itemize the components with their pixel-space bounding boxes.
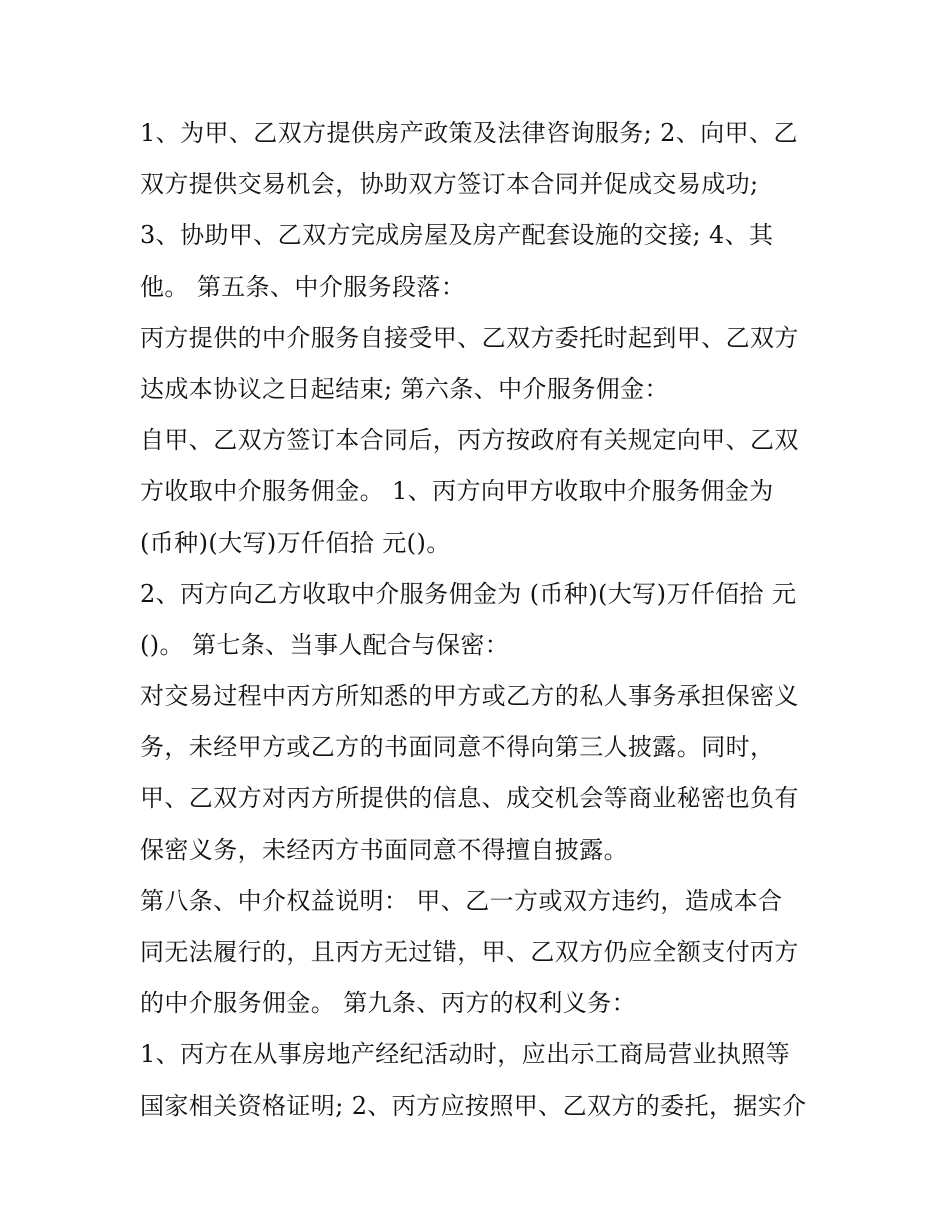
text-line: 3、协助甲、乙双方完成房屋及房产配套设施的交接; 4、其	[140, 221, 774, 250]
text-line: 自甲、乙双方签订本合同后，丙方按政府有关规定向甲、乙双	[140, 426, 799, 455]
text-line: 对交易过程中丙方所知悉的甲方或乙方的私人事务承担保密义	[140, 682, 799, 711]
text-line: 的中介服务佣金。 第九条、丙方的权利义务：	[140, 989, 637, 1018]
text-line: 1、为甲、乙双方提供房产政策及法律咨询服务; 2、向甲、乙	[140, 119, 798, 147]
text-line: 双方提供交易机会，协助双方签订本合同并促成交易成功;	[140, 170, 759, 199]
document-body	[140, 108, 830, 1132]
text-line: (币种)(大写)万仟佰拾 元()。	[140, 528, 451, 557]
text-line: 达成本协议之日起结束; 第六条、中介服务佣金：	[140, 374, 669, 403]
text-line: 国家相关资格证明; 2、丙方应按照甲、乙双方的委托，据实介	[140, 1091, 807, 1120]
text-line: 同无法履行的，且丙方无过错，甲、乙双方仍应全额支付丙方	[140, 938, 799, 966]
text-line: 方收取中介服务佣金。 1、丙方向甲方收取中介服务佣金为	[140, 477, 774, 506]
text-line: 他。 第五条、中介服务段落：	[140, 272, 466, 301]
text-line: 第八条、中介权益说明： 甲、乙一方或双方违约，造成本合	[140, 886, 783, 915]
text-line: 保密义务，未经丙方书面同意不得擅自披露。	[140, 835, 628, 864]
text-line: 丙方提供的中介服务自接受甲、乙双方委托时起到甲、乙双方	[140, 323, 799, 352]
text-line: 1、丙方在从事房地产经纪活动时，应出示工商局营业执照等	[140, 1040, 791, 1069]
text-line: ()。 第七条、当事人配合与保密：	[140, 630, 510, 659]
text-line: 2、丙方向乙方收取中介服务佣金为 (币种)(大写)万仟佰拾 元	[140, 579, 797, 608]
text-line: 甲、乙双方对丙方所提供的信息、成交机会等商业秘密也负有	[140, 784, 799, 813]
text-line: 务，未经甲方或乙方的书面同意不得向第三人披露。同时，	[140, 733, 775, 762]
